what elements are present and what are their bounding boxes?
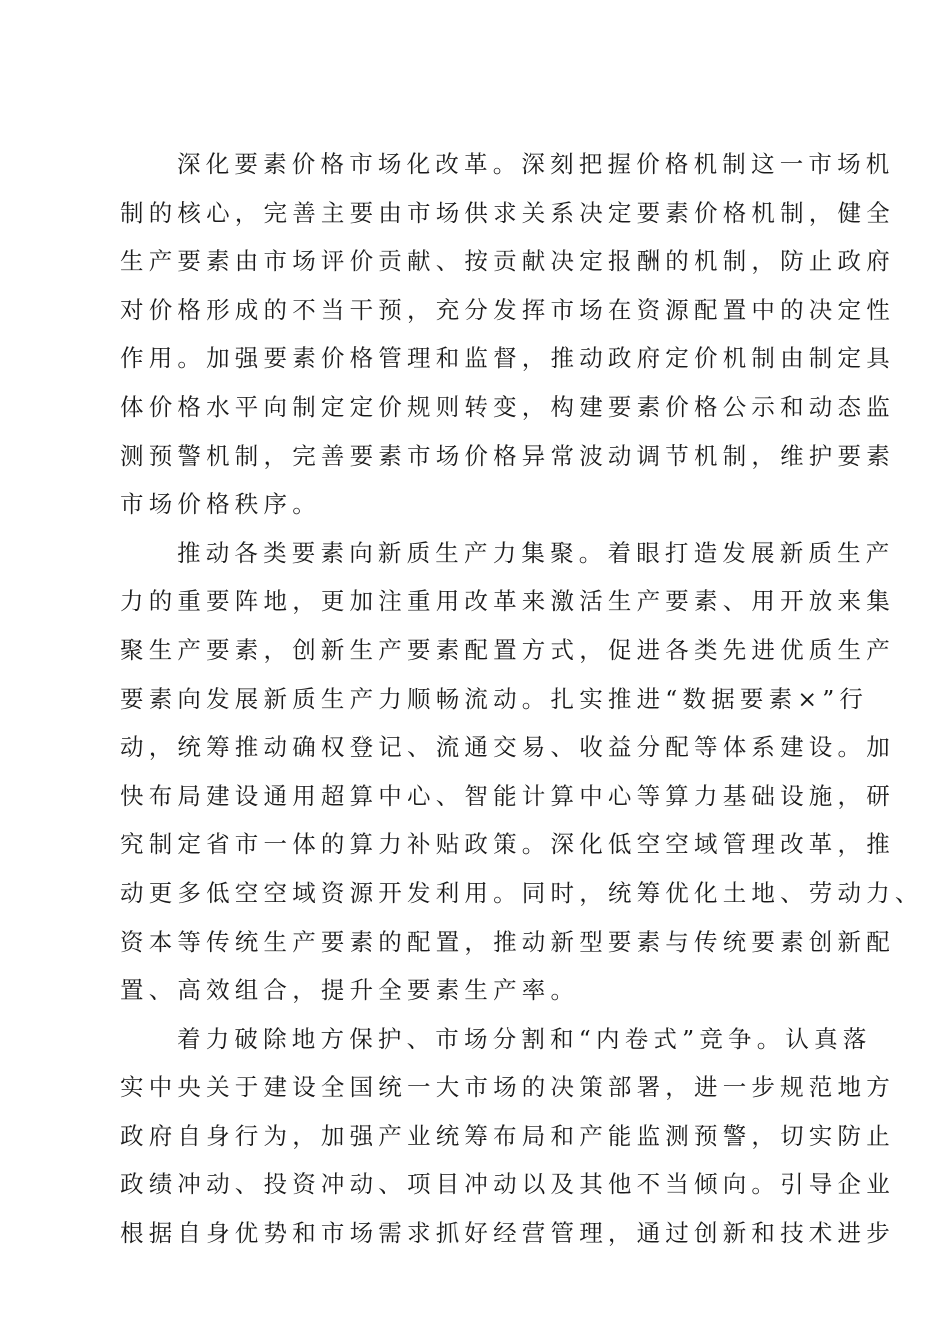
text-line: 政府自身行为，加强产业统筹布局和产能监测预警，切实防止 <box>120 1121 895 1150</box>
text-line: 测预警机制，完善要素市场价格异常波动调节机制，维护要素 <box>120 441 895 470</box>
text-line: 政绩冲动、投资冲动、项目冲动以及其他不当倾向。引导企业 <box>120 1170 895 1199</box>
text-line: 深化要素价格市场化改革。深刻把握价格机制这一市场机 <box>177 150 895 178</box>
text-line: 体价格水平向制定定价规则转变，构建要素价格公示和动态监 <box>120 392 895 421</box>
text-line: 力的重要阵地，更加注重用改革来激活生产要素、用开放来集 <box>120 587 895 616</box>
paragraph-new-productivity <box>120 529 924 1015</box>
text-line: 生产要素由市场评价贡献、按贡献决定报酬的机制，防止政府 <box>120 247 895 276</box>
text-line: 根据自身优势和市场需求抓好经营管理，通过创新和技术进步 <box>120 1219 895 1248</box>
text-line: 快布局建设通用超算中心、智能计算中心等算力基础设施，研 <box>120 781 895 810</box>
paragraph-local-protection <box>120 1015 895 1258</box>
text-line: 置、高效组合，提升全要素生产率。 <box>120 976 580 1005</box>
text-line: 制的核心，完善主要由市场供求关系决定要素价格机制，健全 <box>120 198 895 227</box>
text-line: 实中央关于建设全国统一大市场的决策部署，进一步规范地方 <box>120 1073 895 1102</box>
text-line: 作用。加强要素价格管理和监督，推动政府定价机制由制定具 <box>120 344 895 373</box>
text-line: 资本等传统生产要素的配置，推动新型要素与传统要素创新配 <box>120 927 895 956</box>
text-line: 市场价格秩序。 <box>120 490 321 519</box>
text-line: 聚生产要素，创新生产要素配置方式，促进各类先进优质生产 <box>120 635 895 664</box>
text-line: 着力破除地方保护、市场分割和“内卷式”竞争。认真落 <box>177 1024 872 1053</box>
text-line: 究制定省市一体的算力补贴政策。深化低空空域管理改革，推 <box>120 830 895 859</box>
paragraph-price-reform <box>120 140 895 529</box>
text-line: 要素向发展新质生产力顺畅流动。扎实推进“数据要素×”行 <box>120 684 869 713</box>
text-line: 对价格形成的不当干预，充分发挥市场在资源配置中的决定性 <box>120 295 895 324</box>
document-body <box>120 140 924 1258</box>
text-line: 动更多低空空域资源开发利用。同时，统筹优化土地、劳动力、 <box>120 878 924 907</box>
text-line: 推动各类要素向新质生产力集聚。着眼打造发展新质生产 <box>177 538 895 567</box>
text-line: 动，统筹推动确权登记、流通交易、收益分配等体系建设。加 <box>120 733 895 762</box>
